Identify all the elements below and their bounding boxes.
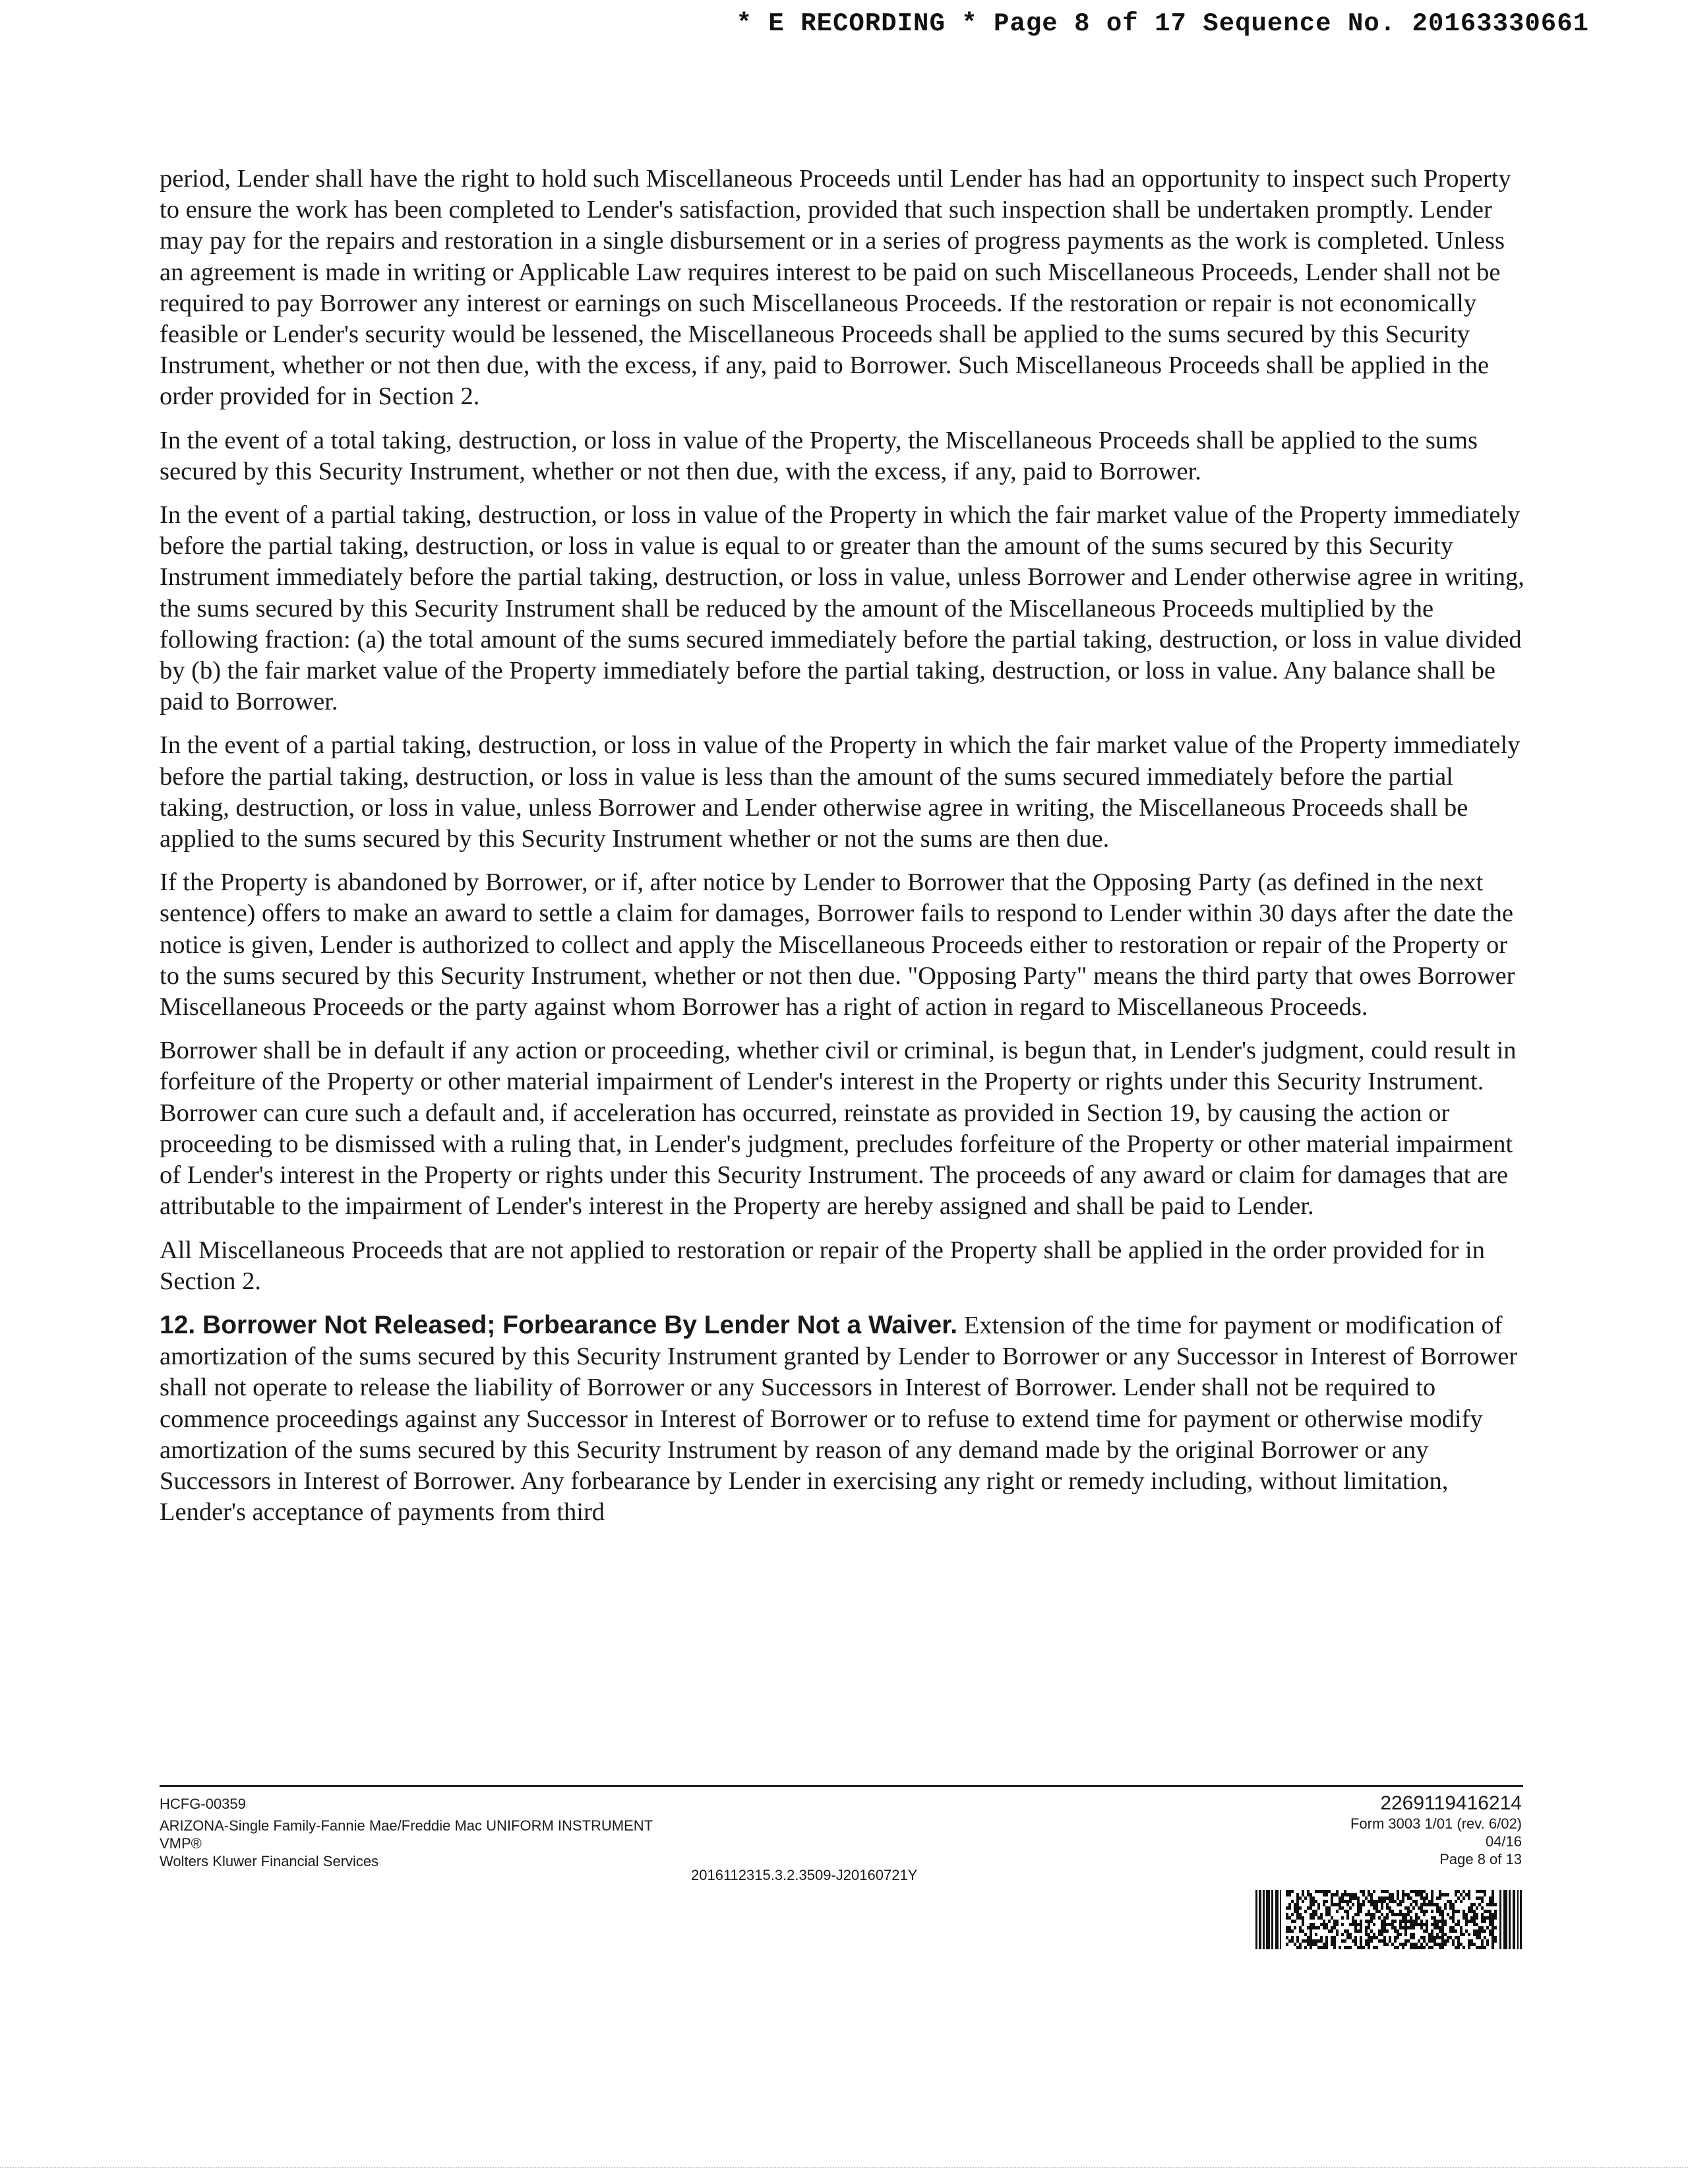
page-label: Page 8 of 13	[1439, 1851, 1522, 1867]
paragraph-unapplied-proceeds: All Miscellaneous Proceeds that are not applied to restoration or repair of the Property shall be applied in the order provided for in Section 2.	[160, 1236, 1485, 1295]
paragraph-restoration: period, Lender shall have the right to hold such Miscellaneous Proceeds until Lender has had an opportunity to inspect such Property to ensure the work has been completed to Lender's satisfaction, provided that such inspection shall be undertaken promptly. Lender may pay for the repairs and restoration in a single disbursement or in a series of progress payments as the work is completed. Unless an agreement is made in writing or Applicable Law requires interest to be paid on such Miscellaneous Proceeds, Lender shall not be required to pay Borrower any interest or earnings on such Miscellaneous Proceeds. If the restoration or repair is not economically feasible or Lender's security would be lessened, the Miscellaneous Proceeds shall be applied to the sums secured by this Security Instrument, whether or not then due, with the excess, if any, paid to Borrower. Such Miscellaneous Proceeds shall be applied in the order provided for in Section 2.	[160, 165, 1511, 411]
scan-edge	[0, 2167, 1688, 2168]
section-12	[160, 1310, 1526, 1528]
barcode-icon	[1255, 1890, 1522, 1949]
section-12-text: Extension of the time for payment or modification of amortization of the sums secured by this Security Instrument granted by Lender to Borrower or any Successor in Interest of Borrower shall not operate to release the liability of Borrower or any Successors in Interest of Borrower. Lender shall not be required to commence proceedings against any Successor in Interest of Borrower or to refuse to extend time for payment or otherwise modify amortization of the sums secured by this Security Instrument by reason of any demand made by the original Borrower or any Successors in Interest of Borrower. Any forbearance by Lender in exercising any right or remedy including, without limitation, Lender's acceptance of payments from third	[160, 1311, 1518, 1527]
footer-form-title: ARIZONA-Single Family-Fannie Mae/Freddie Mac UNIFORM INSTRUMENT	[160, 1817, 653, 1834]
section-12-heading: 12. Borrower Not Released; Forbearance By Lender Not a Waiver.	[160, 1310, 958, 1339]
footer-vmp: VMP®	[160, 1835, 202, 1852]
recording-header: * E RECORDING * Page 8 of 17 Sequence No. 20163330661	[736, 9, 1589, 38]
paragraph-partial-taking-greater: In the event of a partial taking, destruction, or loss in value of the Property in which the fair market value of the Property immediately before the partial taking, destruction, or loss in value is equal to or greater than the amount of the sums secured by this Security Instrument immediately before the partial taking, destruction, or loss in value, unless Borrower and Lender otherwise agree in writing, the sums secured by this Security Instrument shall be reduced by the amount of the Miscellaneous Proceeds multiplied by the following fraction: (a) the total amount of the sums secured immediately before the partial taking, destruction, or loss in value divided by (b) the fair market value of the Property immediately before the partial taking, destruction, or loss in value. Any balance shall be paid to Borrower.	[160, 501, 1524, 716]
loan-number: 2269119416214	[1380, 1792, 1522, 1814]
paragraph-default-proceeding: Borrower shall be in default if any action or proceeding, whether civil or criminal, is begun that, in Lender's judgment, could result in forfeiture of the Property or other material impairment of Lender's interest in the Property or rights under this Security Instrument. Borrower can cure such a default and, if acceleration has occurred, reinstate as provided in Section 19, by causing the action or proceeding to be dismissed with a ruling that, in Lender's judgment, precludes forfeiture of the Property or other material impairment of Lender's interest in the Property or rights under this Security Instrument. The proceeds of any award or claim for damages that are attributable to the impairment of Lender's interest in the Property are hereby assigned and shall be paid to Lender.	[160, 1037, 1517, 1221]
footer-doc-code: HCFG-00359	[160, 1796, 246, 1812]
footer-left	[160, 1795, 653, 1870]
document-body	[160, 164, 1526, 1540]
form-number: Form 3003 1/01 (rev. 6/02)	[1350, 1815, 1522, 1832]
revision-date: 04/16	[1485, 1833, 1522, 1850]
footer-right	[1350, 1792, 1522, 1868]
paragraph-partial-taking-less: In the event of a partial taking, destruction, or loss in value of the Property in which the fair market value of the Property immediately before the partial taking, destruction, or loss in value is less than the amount of the sums secured immediately before the partial taking, destruction, or loss in value, unless Borrower and Lender otherwise agree in writing, the Miscellaneous Proceeds shall be applied to the sums secured by this Security Instrument whether or not the sums are then due.	[160, 731, 1521, 853]
footer-divider	[160, 1785, 1523, 1787]
paragraph-total-taking: In the event of a total taking, destruction, or loss in value of the Property, the Miscellaneous Proceeds shall be applied to the sums secured by this Security Instrument, whether or not then due, with the excess, if any, paid to Borrower.	[160, 426, 1478, 485]
paragraph-abandoned-property: If the Property is abandoned by Borrower, or if, after notice by Lender to Borrower that the Opposing Party (as defined in the next sentence) offers to make an award to settle a claim for damages, Borrower fails to respond to Lender within 30 days after the date the notice is given, Lender is authorized to collect and apply the Miscellaneous Proceeds either to restoration or repair of the Property or to the sums secured by this Security Instrument, whether or not then due. "Opposing Party" means the third party that owes Borrower Miscellaneous Proceeds or the party against whom Borrower has a right of action in regard to Miscellaneous Proceeds.	[160, 868, 1515, 1021]
footer-batch-id: 2016112315.3.2.3509-J20160721Y	[691, 1867, 918, 1883]
footer-publisher: Wolters Kluwer Financial Services	[160, 1853, 379, 1869]
